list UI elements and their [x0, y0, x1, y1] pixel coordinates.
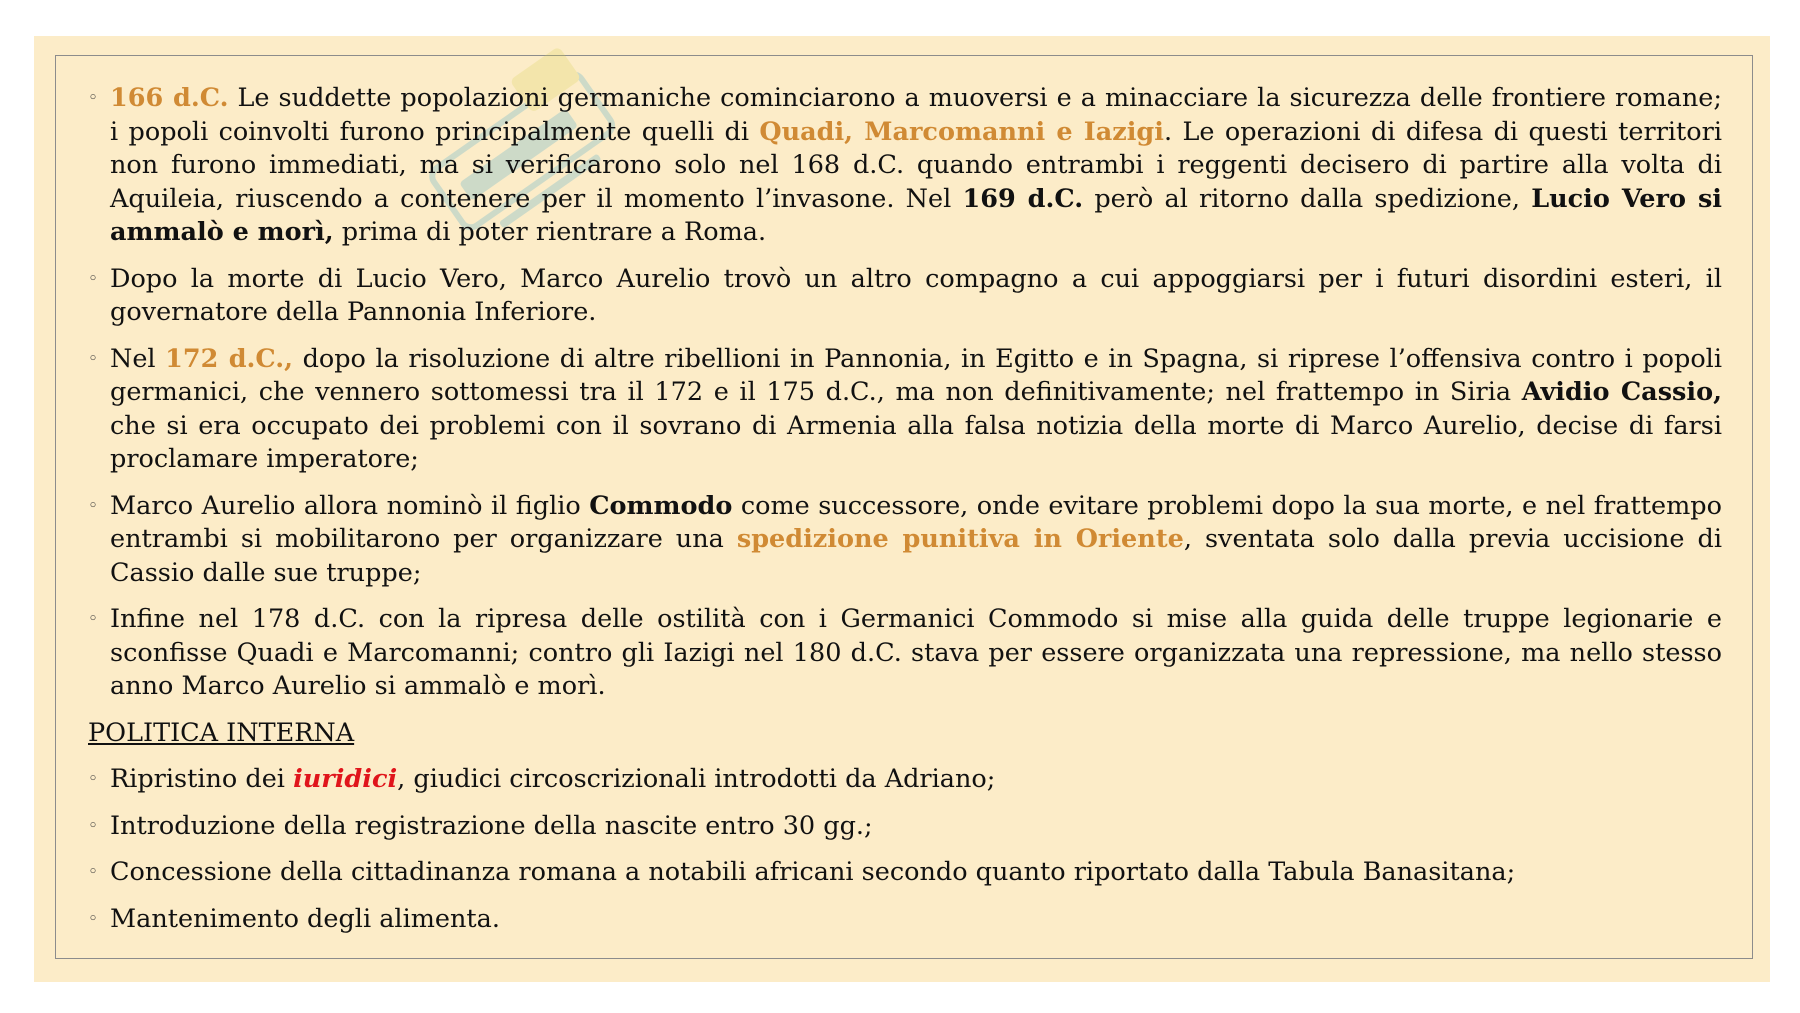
text-segment: Le suddette popolazioni germaniche cominciarono a muoversi e a minacciare la sicurezza delle frontiere romane; i popoli coinvolti furono principalmente quelli di [110, 83, 1722, 147]
list-item [86, 763, 1722, 797]
emphasis-text: 166 d.C. [110, 83, 229, 113]
bullet-icon: ◦ [88, 815, 99, 836]
list-item [86, 82, 1722, 250]
emphasis-text: Avidio Cassio, [1521, 377, 1722, 407]
slide-content [86, 82, 1722, 949]
text-segment: , sventata solo dalla previa uccisione di Cassio dalle sue truppe; [110, 524, 1722, 588]
bullet-list-foreign-policy [86, 82, 1722, 704]
emphasis-text: Lucio Vero si ammalò e morì, [110, 183, 1722, 247]
list-item [86, 603, 1722, 704]
emphasis-text: spedizione punitiva in Oriente [736, 524, 1184, 554]
bullet-icon: ◦ [88, 609, 99, 629]
bullet-icon: ◦ [88, 268, 99, 289]
text-segment: prima di poter rientrare a Roma. [333, 217, 767, 247]
bullet-icon: ◦ [88, 88, 99, 108]
emphasis-text: 172 d.C., [165, 343, 293, 374]
text-segment: come successore, onde evitare problemi dopo la sua morte, e nel frattempo entrambi si mobilitarono per organizzare una [110, 490, 1722, 554]
text-segment: Marco Aurelio allora nominò il figlio [110, 490, 590, 521]
text-segment: però al ritorno dalla spedizione, [1083, 183, 1532, 214]
list-item [86, 810, 1722, 844]
text-segment: Introduzione della registrazione della nascite entro 30 gg.; [110, 810, 873, 841]
text-segment: Nel [110, 343, 166, 374]
emphasis-text: 169 d.C. [962, 183, 1084, 214]
list-item [86, 263, 1722, 330]
bullet-icon: ◦ [88, 495, 99, 516]
text-segment: Ripristino dei [110, 764, 294, 794]
bullet-list-internal-policy [86, 763, 1722, 936]
text-segment: Dopo la morte di Lucio Vero, Marco Aurelio trovò un altro compagno a cui appoggiarsi per i futuri disordini esteri, il governatore della Pannonia Inferiore. [110, 263, 1722, 327]
text-segment: che si era occupato dei problemi con il sovrano di Armenia alla falsa notizia della morte di Marco Aurelio, decise di farsi proclamare imperatore; [110, 410, 1722, 474]
text-segment: . Le operazioni di difesa di questi territori non furono immediati, ma si verificarono solo nel 168 d.C. quando entrambi i reggenti decisero di partire alla volta di Aquileia, riuscendo a contenere per il momento l’invasone. Nel [110, 116, 1723, 214]
bullet-icon: ◦ [88, 769, 99, 789]
text-segment: Concessione della cittadinanza romana a notabili africani secondo quanto riportato dalla Tabula Banasitana; [110, 857, 1516, 887]
emphasis-text: Quadi, Marcomanni e Iazigi [759, 116, 1164, 147]
bullet-icon: ◦ [88, 862, 99, 882]
text-segment: Infine nel 178 d.C. con la ripresa delle ostilità con i Germanici Commodo si mise alla guida delle truppe legionarie e sconfisse Quadi e Marcomanni; contro gli Iazigi nel 180 d.C. stava per essere organizzata una repressione, ma nello stesso anno Marco Aurelio si ammalò e morì. [110, 604, 1722, 701]
section-heading: POLITICA INTERNA [88, 717, 355, 748]
bullet-icon: ◦ [88, 908, 99, 929]
list-item [86, 903, 1722, 937]
text-segment: Mantenimento degli alimenta. [110, 903, 500, 934]
emphasis-text: iuridici [293, 764, 398, 794]
text-segment: , giudici circoscrizionali introdotti da Adriano; [397, 764, 996, 794]
list-item [86, 490, 1722, 591]
emphasis-text: Commodo [589, 490, 733, 521]
list-item [86, 856, 1722, 890]
list-item [86, 343, 1722, 477]
text-segment: dopo la risoluzione di altre ribellioni in Pannonia, in Egitto e in Spagna, si riprese l’offensiva contro i popoli germanici, che vennero sottomessi tra il 172 e il 175 d.C., ma non definitivamente; nel frattempo in Siria [110, 343, 1722, 407]
bullet-icon: ◦ [88, 348, 99, 369]
